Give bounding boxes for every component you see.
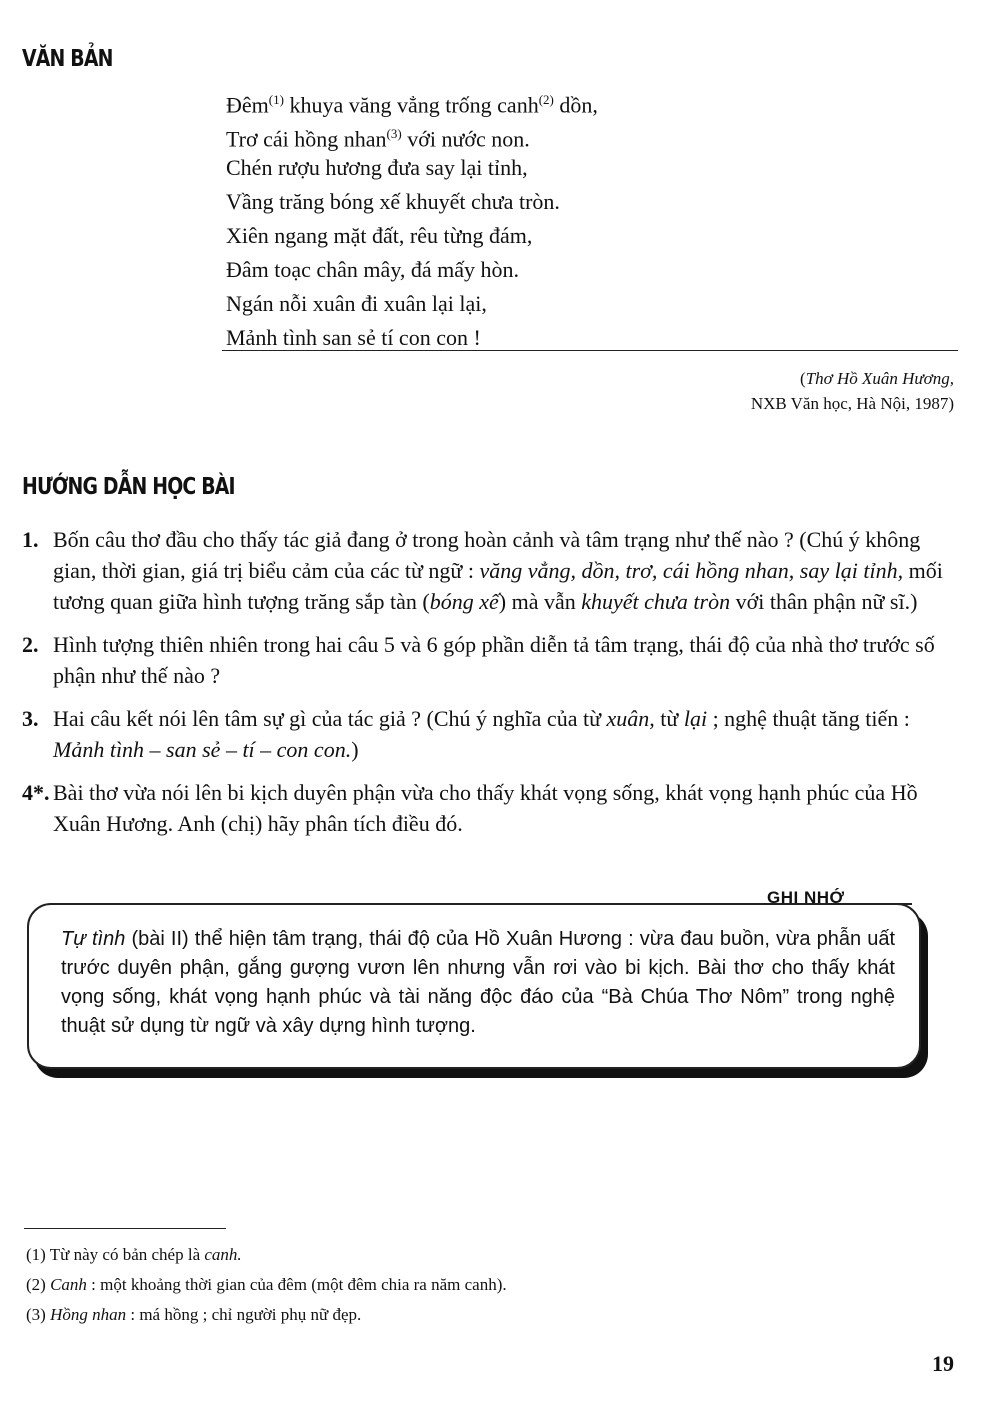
- question-text: mối tương quan giữa hình tượng trăng sắp tàn (: [53, 558, 943, 614]
- question-item: [22, 703, 958, 765]
- question-number: 2.: [22, 632, 39, 657]
- question-text: ) mà vẫn: [498, 589, 582, 614]
- question-item: [22, 629, 958, 691]
- question-number: 3.: [22, 706, 39, 731]
- question-text: Hình tượng thiên nhiên trong hai câu 5 và 6 góp phần diễn tả tâm trạng, thái độ của nhà thơ trước số phận như thế nào ?: [53, 632, 935, 688]
- question-text: từ: [654, 706, 684, 731]
- footnote: (3) Hồng nhan : má hồng ; chỉ người phụ nữ đẹp.: [26, 1305, 362, 1324]
- poem-line: Vầng trăng bóng xế khuyết chưa tròn.: [226, 189, 560, 214]
- poem-divider: [222, 350, 958, 351]
- question-text: lại: [683, 706, 708, 731]
- section-heading-van-ban: VĂN BẢN: [22, 46, 113, 72]
- question-text: bóng xế: [429, 589, 499, 614]
- poem-line: Ngán nỗi xuân đi xuân lại lại,: [226, 291, 487, 316]
- question-text: Bốn câu thơ đầu cho thấy tác giả đang ở trong hoàn cảnh và tâm trạng như thế nào ? (Chú ý không gian, thời gian, giá trị biểu cảm của các từ ngữ :: [53, 527, 921, 583]
- poem: [226, 83, 956, 355]
- question-text: Bài thơ vừa nói lên bi kịch duyên phận vừa cho thấy khát vọng sống, khát vọng hạnh phúc của Hồ Xuân Hương. Anh (chị) hãy phân tích điều đó.: [53, 780, 918, 836]
- ghi-nho-title: Tự tình: [61, 928, 126, 950]
- question-text: ; nghệ thuật tăng tiến :: [707, 706, 910, 731]
- question-item: [22, 524, 958, 617]
- poem-line: Mảnh tình san sẻ tí con con !: [226, 325, 481, 350]
- poem-source: (Thơ Hồ Xuân Hương, NXB Văn học, Hà Nội, 1987): [751, 366, 954, 416]
- footnote: (1) Từ này có bản chép là canh.: [26, 1245, 242, 1264]
- source-title: Thơ Hồ Xuân Hương,: [805, 369, 954, 388]
- question-text: ): [351, 737, 359, 762]
- question-number: 1.: [22, 527, 39, 552]
- question-text: khuyết chưa tròn: [581, 589, 731, 614]
- question-number: 4*.: [22, 780, 50, 805]
- question-text: xuân,: [606, 706, 655, 731]
- poem-line: Trơ cái hồng nhan$^{(3)}$ với nước non.: [226, 126, 530, 152]
- question-text: Hai câu kết nói lên tâm sự gì của tác giả ? (Chú ý nghĩa của từ: [53, 706, 607, 731]
- page-number: 19: [932, 1351, 954, 1376]
- footnotes: [26, 1240, 507, 1330]
- question-text: với thân phận nữ sĩ.): [730, 589, 918, 614]
- footnote-divider: [24, 1228, 226, 1229]
- ghi-nho-label: GHI NHỚ: [767, 888, 845, 907]
- footnote: (2) Canh : một khoảng thời gian của đêm (một đêm chia ra năm canh).: [26, 1275, 507, 1294]
- question-text: Mảnh tình – san sẻ – tí – con con.: [53, 737, 352, 762]
- poem-line: Chén rượu hương đưa say lại tỉnh,: [226, 155, 528, 180]
- ghi-nho-body: (bài II) thể hiện tâm trạng, thái độ của Hồ Xuân Hương : vừa đau buồn, vừa phẫn uất trước duyên phận, gắng gượng vươn lên nhưng vẫn rơi vào bi kịch. Bài thơ cho thấy khát vọng sống, khát vọng hạnh phúc và tài năng độc đáo của “Bà Chúa Thơ Nôm” trong nghệ thuật sử dụng từ ngữ và xây dựng hình tượng.: [61, 928, 896, 1037]
- ghi-nho-box: [27, 903, 921, 1069]
- section-heading-huong-dan: HƯỚNG DẪN HỌC BÀI: [22, 474, 235, 500]
- question-item: [22, 777, 958, 839]
- question-text: văng vẳng, dồn, trơ, cái hồng nhan, say lại tỉnh,: [479, 558, 904, 583]
- poem-line: Đêm$^{(1)}$ khuya văng vẳng trống canh$^{(2)}$ dồn,: [226, 92, 598, 118]
- question-list: [22, 524, 958, 851]
- source-publisher: NXB Văn học, Hà Nội, 1987): [750, 394, 954, 413]
- poem-line: Đâm toạc chân mây, đá mấy hòn.: [226, 257, 520, 282]
- poem-line: Xiên ngang mặt đất, rêu từng đám,: [226, 223, 533, 248]
